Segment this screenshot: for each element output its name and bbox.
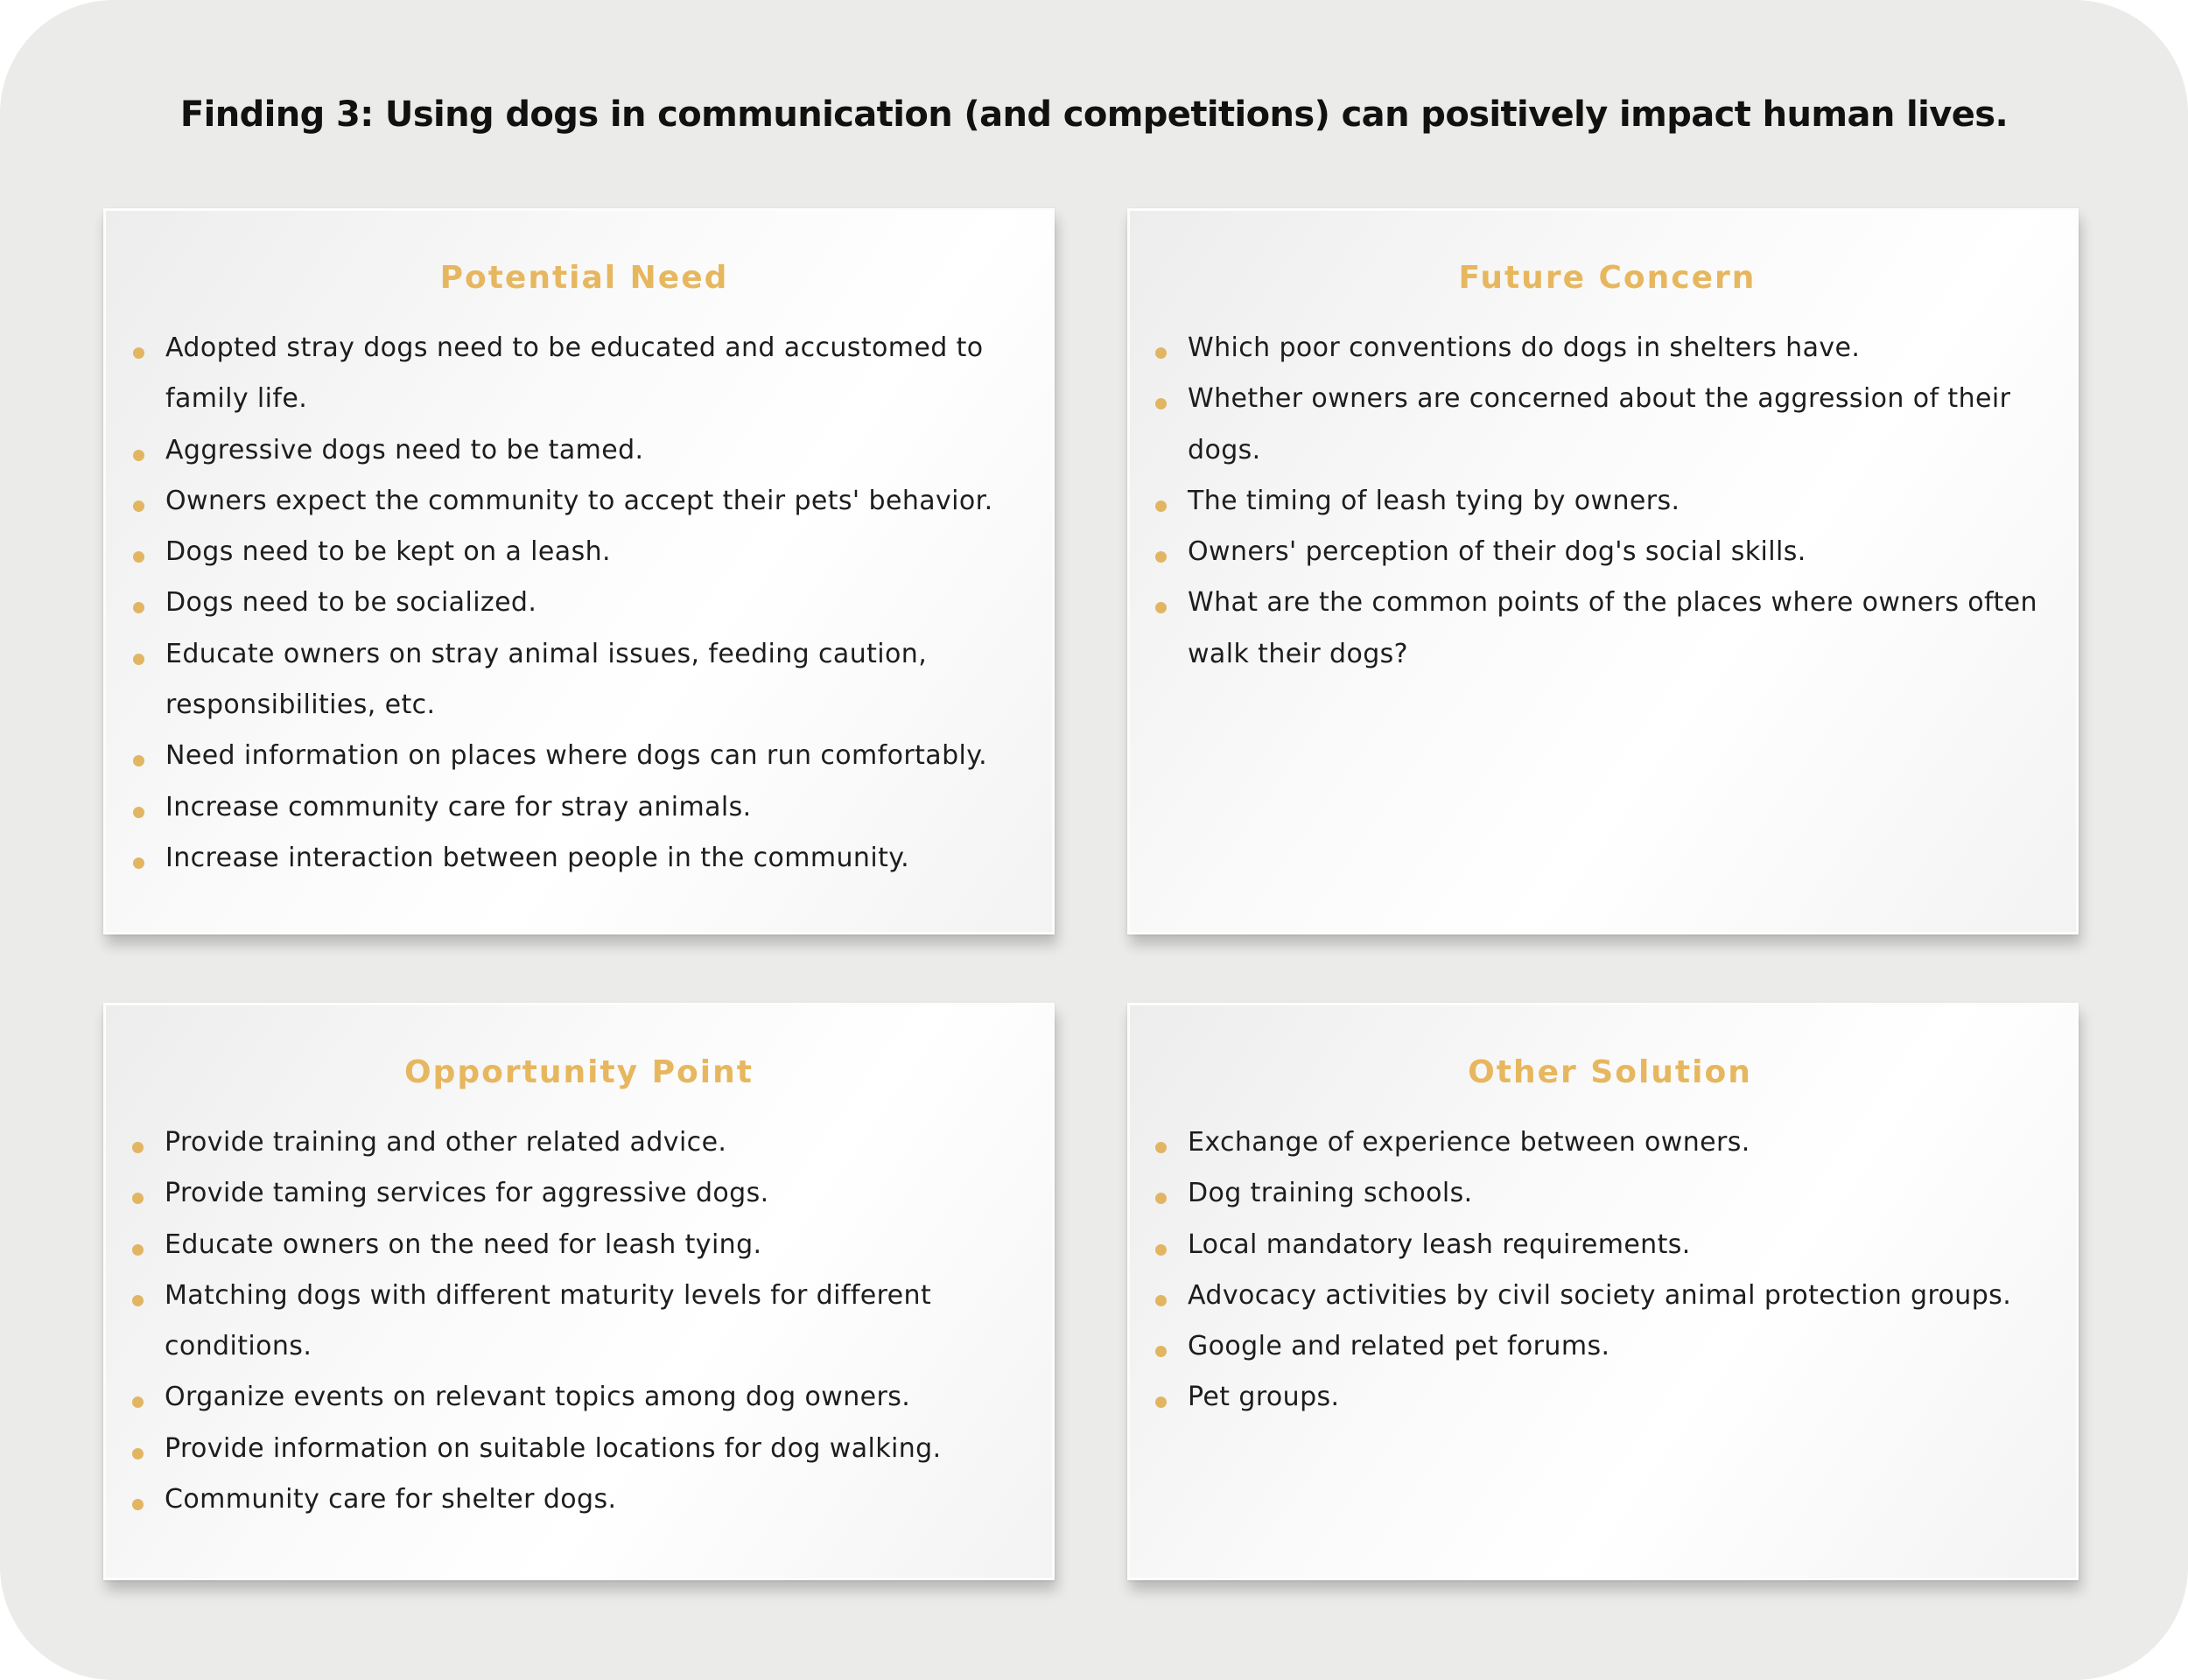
bullet-dot-icon — [1155, 347, 1167, 359]
bullet-dot-icon — [132, 1142, 144, 1153]
list-item — [165, 782, 1027, 833]
card-heading: Potential Need — [439, 260, 729, 296]
list-item — [165, 1168, 1018, 1219]
bullet-dot-icon — [1155, 1142, 1167, 1153]
list-item — [165, 1117, 1018, 1168]
bullet-dot-icon — [133, 807, 144, 818]
bullet-dot-icon — [1155, 398, 1167, 410]
bullet-dot-icon — [132, 1244, 144, 1256]
bullet-dot-icon — [132, 1193, 144, 1204]
bullet-dot-icon — [132, 1396, 144, 1408]
bullet-dot-icon — [133, 858, 144, 869]
card-heading: Other Solution — [1468, 1054, 1752, 1090]
list-item-text: Increase community care for stray animals. — [165, 791, 752, 822]
list-item — [1188, 374, 2054, 476]
bullet-list — [1188, 323, 2054, 680]
bullet-dot-icon — [133, 347, 144, 359]
bullet-dot-icon — [1155, 1193, 1167, 1204]
list-item — [1188, 578, 2054, 680]
card-future-concern — [1127, 208, 2079, 934]
list-item — [165, 323, 1027, 425]
list-item — [165, 1270, 1018, 1373]
bullet-list — [1188, 1117, 2041, 1424]
list-item — [1188, 1168, 2041, 1219]
list-item-text: Pet groups. — [1188, 1382, 1340, 1413]
list-item — [165, 731, 1027, 781]
card-other-solution — [1127, 1003, 2079, 1580]
card-heading: Future Concern — [1458, 260, 1757, 296]
bullet-dot-icon — [1155, 1244, 1167, 1256]
bullet-dot-icon — [1155, 1396, 1167, 1408]
bullet-dot-icon — [132, 1448, 144, 1460]
list-item — [165, 833, 1027, 884]
bullet-dot-icon — [133, 551, 144, 563]
list-item — [1188, 1270, 2041, 1321]
list-item — [165, 1474, 1018, 1525]
list-item — [1188, 527, 2054, 578]
list-item-text: What are the common points of the places where owners often walk their dogs? — [1188, 587, 2037, 669]
list-item — [1188, 1321, 2041, 1372]
list-item-text: Dogs need to be kept on a leash. — [165, 536, 611, 568]
list-item — [1188, 1372, 2041, 1423]
list-item — [1188, 1117, 2041, 1168]
list-item — [165, 1372, 1018, 1423]
bullet-list — [165, 323, 1027, 884]
list-item-text: Educate owners on the need for leash tying. — [165, 1228, 762, 1260]
list-item — [165, 1424, 1018, 1474]
list-item-text: Educate owners on stray animal issues, feeding caution, responsibilities, etc. — [165, 638, 928, 721]
list-item — [165, 1220, 1018, 1270]
list-item-text: Local mandatory leash requirements. — [1188, 1228, 1691, 1260]
list-item-text: Provide training and other related advice. — [165, 1127, 727, 1158]
bullet-dot-icon — [133, 654, 144, 665]
bullet-dot-icon — [132, 1499, 144, 1510]
bullet-dot-icon — [1155, 1346, 1167, 1357]
list-item-text: Google and related pet forums. — [1188, 1331, 1610, 1362]
list-item-text: Provide information on suitable locations for dog walking. — [165, 1432, 942, 1464]
list-item-text: Exchange of experience between owners. — [1188, 1127, 1750, 1158]
list-item-text: Whether owners are concerned about the aggression of their dogs. — [1188, 383, 2011, 466]
card-opportunity-point — [103, 1003, 1055, 1580]
card-heading: Opportunity Point — [404, 1054, 754, 1090]
card-potential-need — [103, 208, 1055, 934]
list-item — [165, 629, 1027, 732]
bullet-list — [165, 1117, 1018, 1525]
bullet-dot-icon — [132, 1295, 144, 1306]
bullet-dot-icon — [1155, 500, 1167, 512]
bullet-dot-icon — [1155, 602, 1167, 613]
bullet-dot-icon — [1155, 1295, 1167, 1306]
list-item-text: Matching dogs with different maturity levels for different conditions. — [165, 1279, 932, 1362]
list-item-text: Advocacy activities by civil society animal protection groups. — [1188, 1279, 2012, 1311]
list-item — [165, 578, 1027, 628]
list-item-text: Owners expect the community to accept their pets' behavior. — [165, 485, 993, 516]
list-item-text: Increase interaction between people in the community. — [165, 842, 910, 873]
bullet-dot-icon — [1155, 551, 1167, 563]
list-item — [165, 476, 1027, 527]
bullet-dot-icon — [133, 755, 144, 766]
list-item — [1188, 1220, 2041, 1270]
list-item — [1188, 476, 2054, 527]
list-item-text: Dogs need to be socialized. — [165, 587, 537, 619]
list-item-text: Which poor conventions do dogs in shelters have. — [1188, 332, 1861, 363]
list-item-text: The timing of leash tying by owners. — [1188, 485, 1680, 516]
page-title: Finding 3: Using dogs in communication (and competitions) can positively impact human lives. — [179, 94, 2009, 135]
list-item-text: Owners' perception of their dog's social skills. — [1188, 536, 1806, 568]
list-item-text: Organize events on relevant topics among dog owners. — [165, 1382, 911, 1413]
bullet-dot-icon — [133, 602, 144, 613]
list-item — [165, 425, 1027, 476]
list-item — [1188, 323, 2054, 374]
list-item-text: Aggressive dogs need to be tamed. — [165, 434, 644, 466]
bullet-dot-icon — [133, 450, 144, 461]
bullet-dot-icon — [133, 500, 144, 512]
list-item — [165, 527, 1027, 578]
list-item-text: Community care for shelter dogs. — [165, 1484, 617, 1516]
list-item-text: Need information on places where dogs can run comfortably. — [165, 740, 988, 772]
list-item-text: Provide taming services for aggressive dogs. — [165, 1178, 769, 1209]
list-item-text: Adopted stray dogs need to be educated and accustomed to family life. — [165, 332, 984, 415]
list-item-text: Dog training schools. — [1188, 1178, 1473, 1209]
